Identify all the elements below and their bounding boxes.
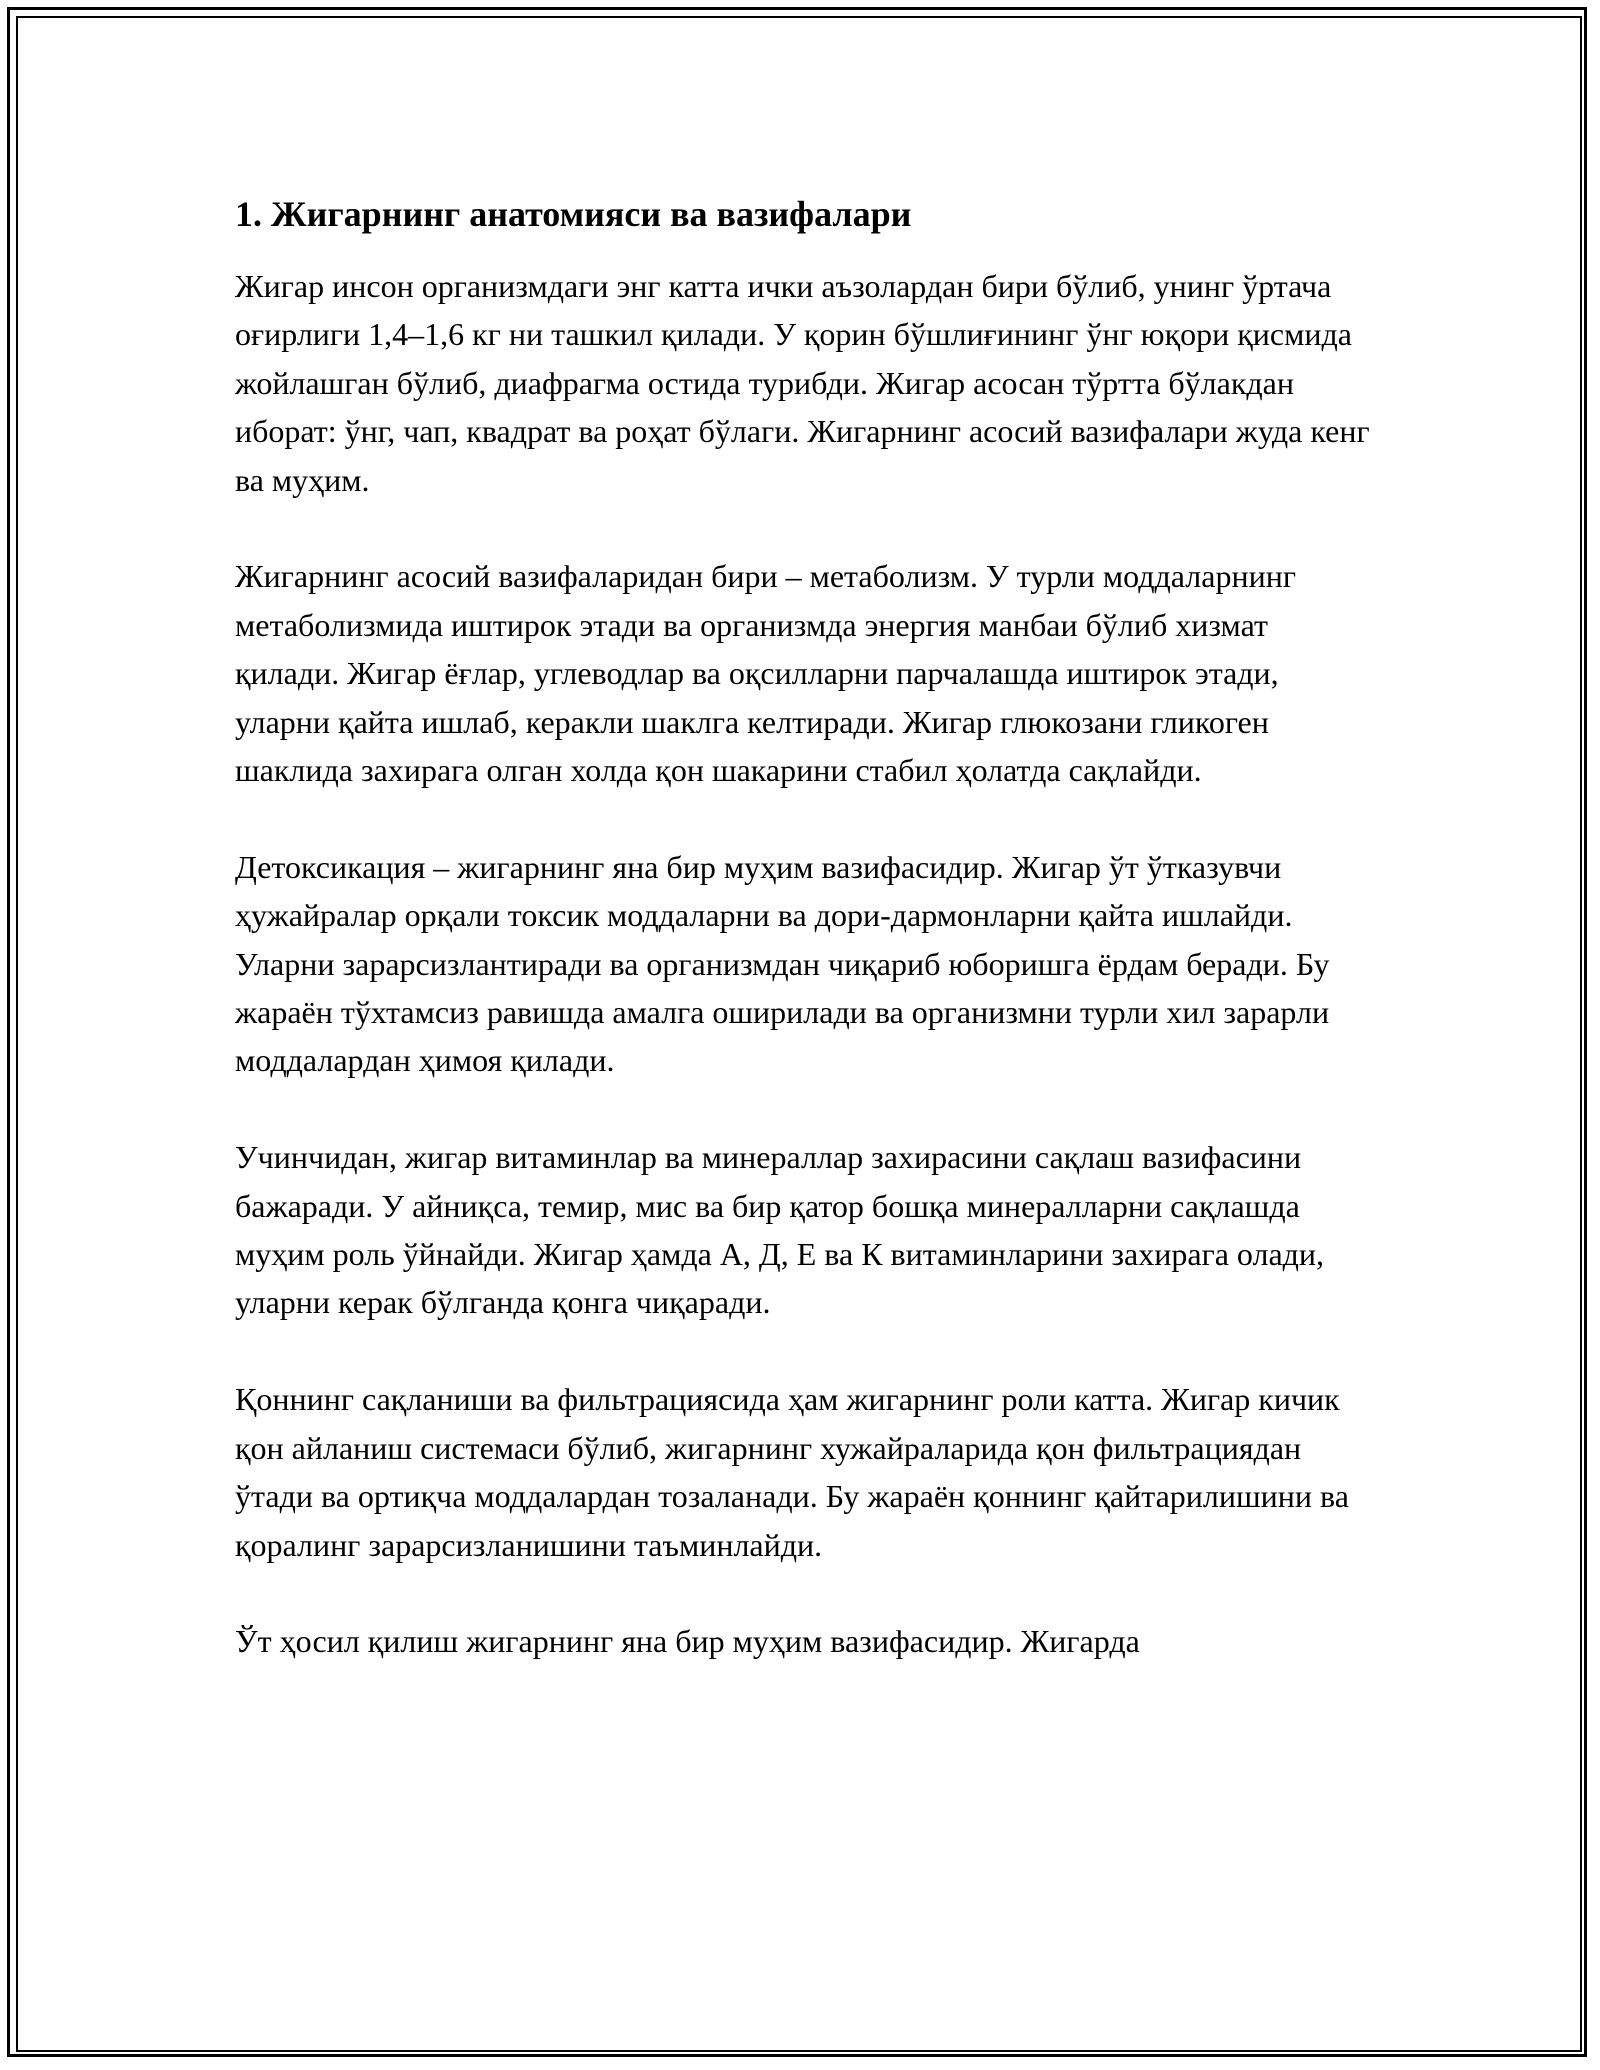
document-body <box>235 190 1370 1666</box>
paragraph-anatomy: Жигар инсон организмдаги энг катта ички аъзолардан бири бўлиб, унинг ўртача оғирлиги 1,4–1,6 кг ни ташкил қилади. У қорин бўшлиғининг ўнг юқори қисмида жойлашган бўлиб, диафрагма остида турибди. Жигар асосан тўртта бўлакдан иборат: ўнг, чап, квадрат ва роҳат бўлаги. Жигарнинг асосий вазифалари жуда кенг ва муҳим. <box>235 268 1370 498</box>
paragraph-metabolism: Жигарнинг асосий вазифаларидан бири – метаболизм. У турли моддаларнинг метаболизмида иштирок этади ва организмда энергия манбаи бўлиб хизмат қилади. Жигар ёғлар, углеводлар ва оқсилларни парчалашда иштирок этади, уларни қайта ишлаб, керакли шаклга келтиради. Жигар глюкозани гликоген шаклида захирага олган холда қон шакарини стабил ҳолатда сақлайди. <box>235 558 1296 789</box>
paragraph-bile-production: Ўт ҳосил қилиш жигарнинг яна бир муҳим вазифасидир. Жигарда <box>235 1623 1140 1660</box>
section-heading: 1. Жигарнинг анатомияси ва вазифалари <box>235 194 912 234</box>
paragraph-vitamins-minerals: Учинчидан, жигар витаминлар ва минераллар захирасини сақлаш вазифасини бажаради. У айниқса, темир, мис ва бир қатор бошқа минералларни сақлашда муҳим роль ўйнайди. Жигар ҳамда А, Д, Е ва К витаминларини захирага олади, уларни керак бўлганда қонга чиқаради. <box>235 1139 1325 1321</box>
paragraph-blood-filtration: Қоннинг сақланиши ва фильтрациясида ҳам жигарнинг роли катта. Жигар кичик қон айланиш системаси бўлиб, жигарнинг хужайраларида қон фильтрациядан ўтади ва ортиқча моддалардан тозаланади. Бу жараён қоннинг қайтарилишини ва қоралинг зарарсизланишини таъминлайди. <box>235 1381 1349 1563</box>
paragraph-detoxification: Детоксикация – жигарнинг яна бир муҳим вазифасидир. Жигар ўт ўтказувчи ҳужайралар орқали токсик моддаларни ва дори-дармонларни қайта ишлайди. Уларни зарарсизлантиради ва организмдан чиқариб юборишга ёрдам беради. Бу жараён тўхтамсиз равишда амалга оширилади ва организмни турли хил зарарли моддалардан ҳимоя қилади. <box>235 848 1330 1079</box>
